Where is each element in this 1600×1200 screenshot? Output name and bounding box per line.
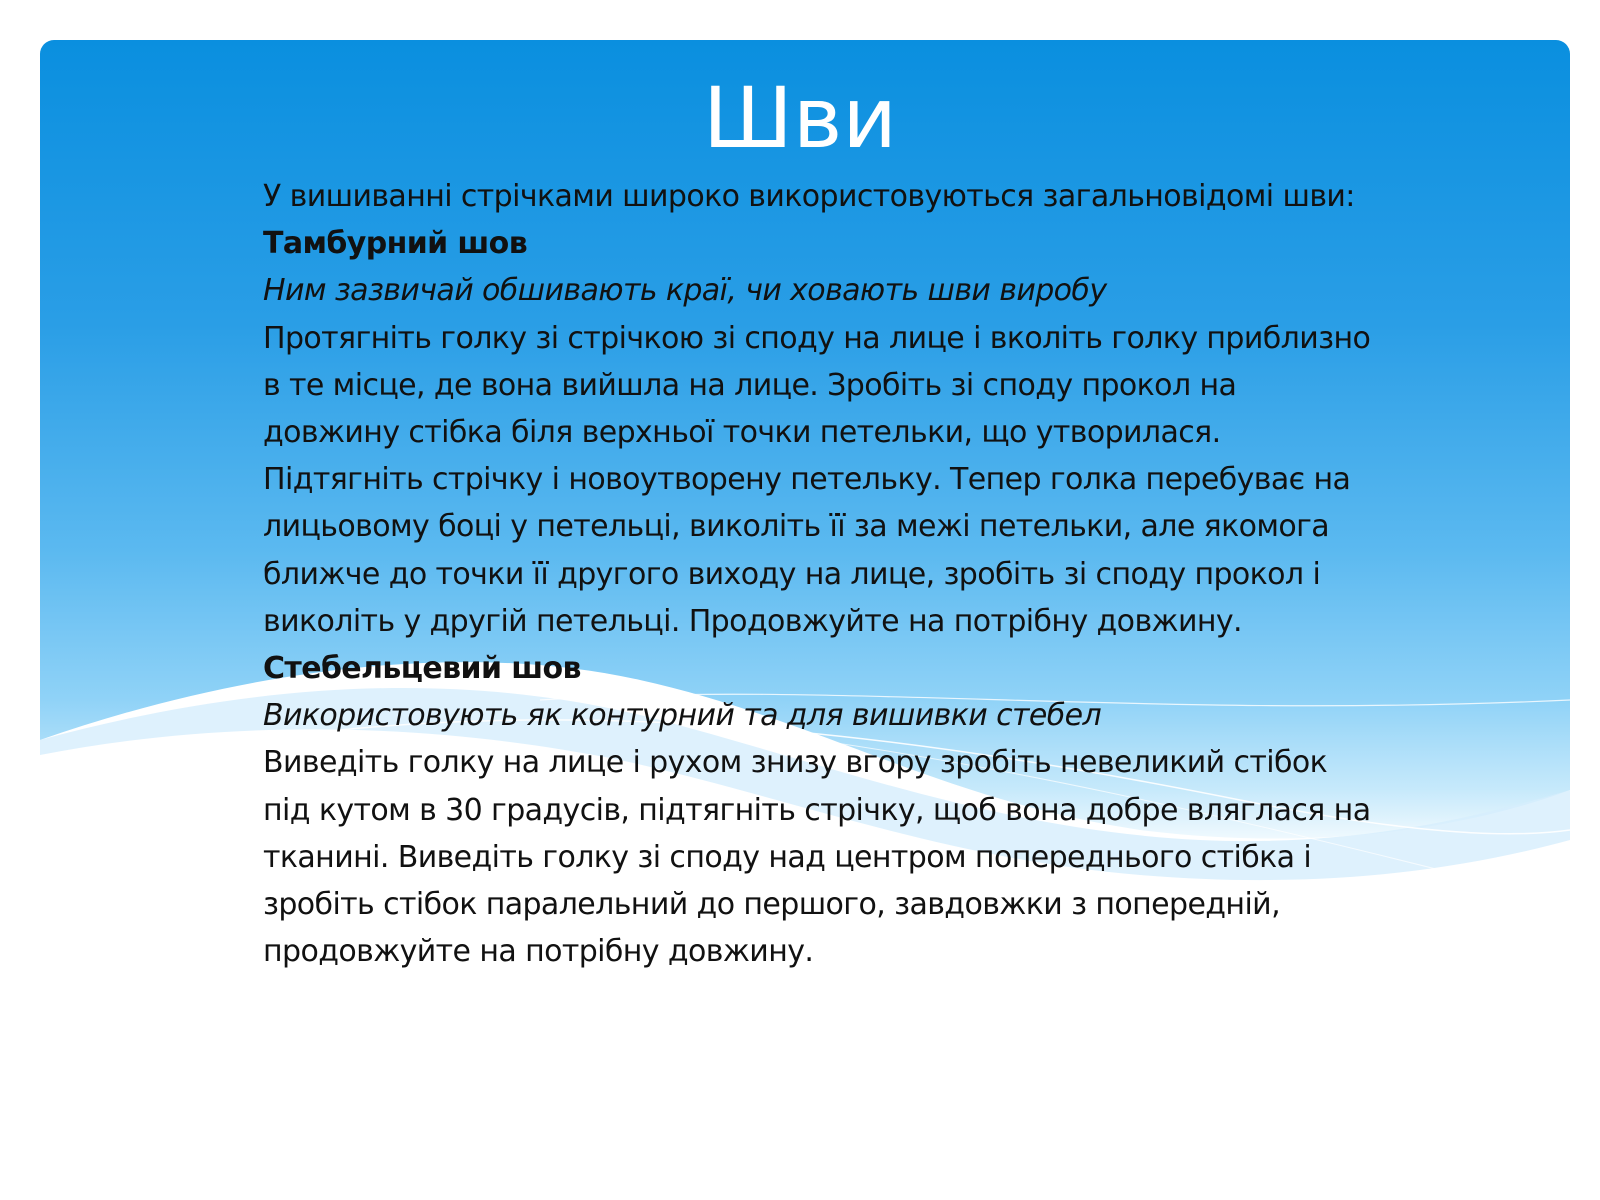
section-heading-stem: Стебельцевий шов	[263, 651, 581, 687]
slide-body	[263, 173, 1373, 975]
slide-title: Шви	[703, 69, 897, 167]
section-note-tambour: Ним зазвичай обшивають краї, чи ховають шви виробу	[263, 273, 1107, 309]
section-text-tambour: Протягніть голку зі стрічкою зі споду на лице і вколіть голку приблизно в те місце, де вона вийшла на лице. Зробіть зі споду прокол на довжину стібка біля верхньої точки петельки, що утворилася. Підтягніть стрічку і новоутворену петельку. Тепер голка перебуває на лицьовому боці у петельці, виколіть її за межі петельки, але якомога ближче до точки її другого виходу на лице, зробіть зі споду прокол і виколіть у другій петельці. Продовжуйте на потрібну довжину.	[263, 320, 1371, 639]
section-text-stem: Виведіть голку на лице і рухом знизу вгору зробіть невеликий стібок під кутом в 30 градусів, підтягніть стрічку, щоб вона добре вляглася на тканині. Виведіть голку зі споду над центром попереднього стібка і зробіть стібок паралельний до першого, завдовжки з попередній, продовжуйте на потрібну довжину.	[263, 745, 1371, 970]
section-note-stem: Використовують як контурний та для вишивки стебел	[263, 698, 1102, 734]
section-heading-tambour: Тамбурний шов	[263, 226, 528, 262]
intro-text: У вишиванні стрічками широко використовуються загальновідомі шви:	[263, 179, 1355, 214]
